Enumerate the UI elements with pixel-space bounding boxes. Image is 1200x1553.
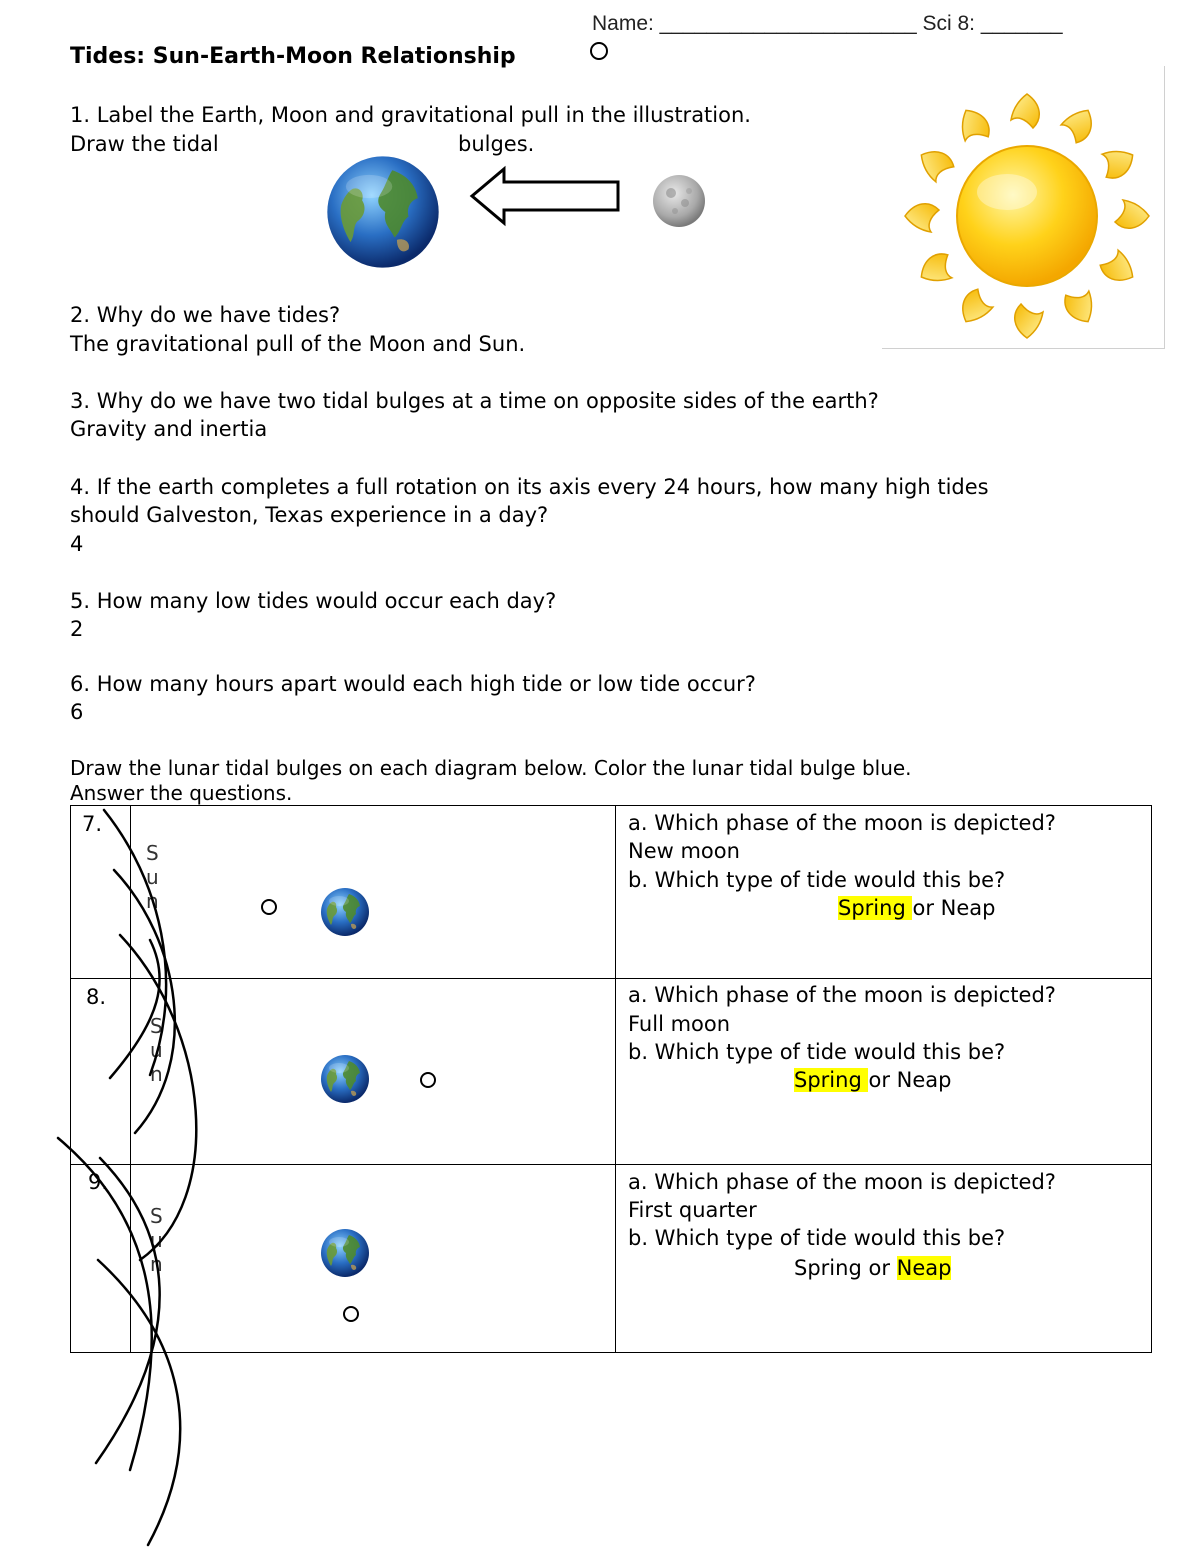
answer-5: 2 [70,617,84,641]
sun-arc [110,940,160,1078]
instructions-line2: Answer the questions. [70,781,293,805]
phase-answer: Full moon [628,1012,731,1036]
tide-option-neap: Neap [896,1068,952,1092]
tide-option-spring: Spring [794,1256,862,1280]
tide-question: b. Which type of tide would this be? [628,1040,1006,1064]
sun-label-n: n [150,1062,163,1086]
sun-label-s: S [150,1014,163,1038]
question-1-line1: 1. Label the Earth, Moon and gravitational pull in the illustration. [70,103,751,127]
tide-option-spring: Spring [838,896,906,920]
tide-or: or [912,896,934,920]
tide-or: or [868,1256,890,1280]
sun-label-s: S [146,841,159,865]
answer-6: 6 [70,700,84,724]
answer-3: Gravity and inertia [70,417,268,441]
sun-label-u: u [146,865,159,889]
tide-option-neap: Neap [896,1256,952,1280]
tide-question: b. Which type of tide would this be? [628,1226,1006,1250]
name-sci-line: Name: ______________________ Sci 8: _______ [592,12,1063,35]
tide-option-spring: Spring [794,1068,862,1092]
sun-arc [98,1260,180,1545]
tide-or: or [868,1068,890,1092]
sun-arc [104,810,166,1075]
phase-answer: First quarter [628,1198,757,1222]
phase-question: a. Which phase of the moon is depicted? [628,983,1056,1007]
sun-label-n: n [146,889,159,913]
tide-question: b. Which type of tide would this be? [628,868,1006,892]
question-6: 6. How many hours apart would each high tide or low tide occur? [70,672,756,696]
row-number: 7. [82,812,103,836]
row-number: 9. [88,1170,109,1194]
sun-label-u: u [150,1228,163,1252]
instructions-line1: Draw the lunar tidal bulges on each diagram below. Color the lunar tidal bulge blue. [70,756,912,780]
question-5: 5. How many low tides would occur each day? [70,589,557,613]
page-title: Tides: Sun-Earth-Moon Relationship [70,44,516,69]
phase-question: a. Which phase of the moon is depicted? [628,811,1056,835]
question-1-line2a: Draw the tidal [70,132,219,156]
sun-label-u: u [150,1038,163,1062]
question-4-line1: 4. If the earth completes a full rotation on its axis every 24 hours, how many high tides [70,475,989,499]
phase-question: a. Which phase of the moon is depicted? [628,1170,1056,1194]
question-3: 3. Why do we have two tidal bulges at a time on opposite sides of the earth? [70,389,879,413]
question-1-line2b: bulges. [458,132,535,156]
tide-option-neap: Neap [940,896,996,920]
phase-answer: New moon [628,839,740,863]
answer-4: 4 [70,532,84,556]
sun-label-n: n [150,1252,163,1276]
sun-label-s: S [150,1204,163,1228]
question-4-line2: should Galveston, Texas experience in a day? [70,503,549,527]
answer-2: The gravitational pull of the Moon and Sun. [70,332,526,356]
row-number: 8. [86,985,107,1009]
question-2: 2. Why do we have tides? [70,303,341,327]
